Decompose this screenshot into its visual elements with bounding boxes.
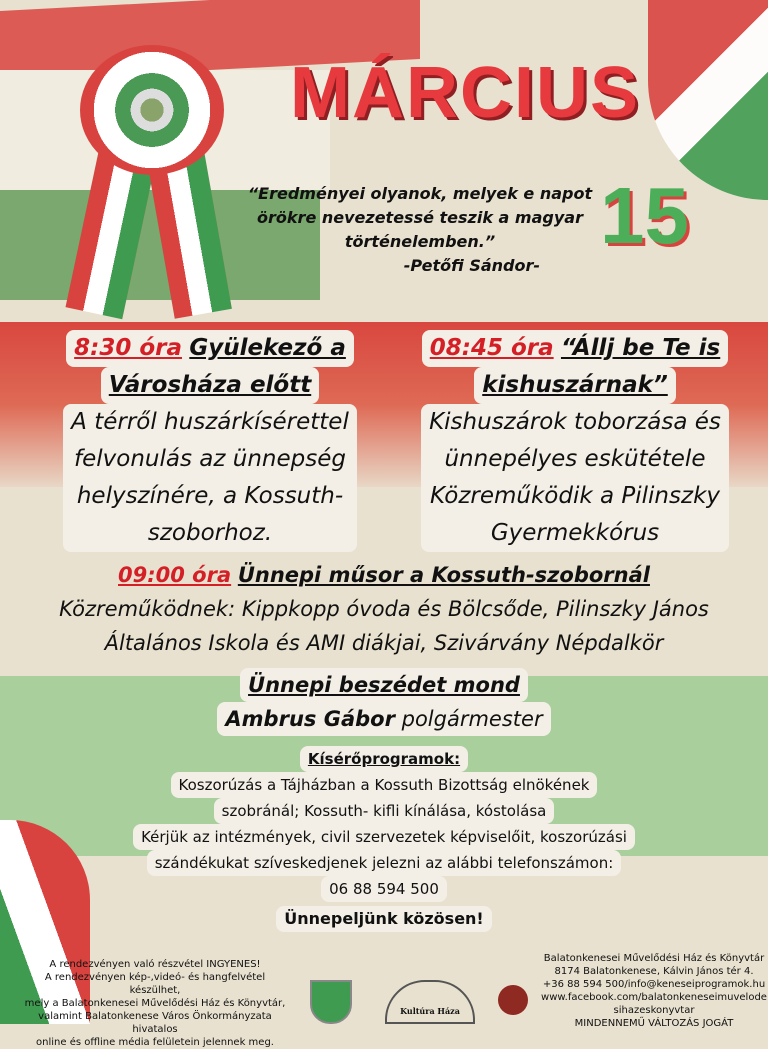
phone-number: 06 88 594 500 — [321, 876, 447, 902]
event-desc: helyszínére, a Kossuth- — [76, 483, 344, 509]
quote — [240, 182, 600, 278]
event-3 — [0, 558, 768, 660]
event-1 — [55, 330, 365, 552]
speaker-name: Ambrus Gábor — [225, 707, 395, 731]
event-desc: ünnepélyes eskütétele — [444, 446, 706, 472]
culture-house-logo — [385, 980, 475, 1024]
quote-author: -Petőfi Sándor- — [403, 256, 540, 275]
quote-text: “Eredményei olyanok, melyek e napot örökre nevezetessé teszik a magyar történelemben.” — [247, 184, 593, 251]
event-desc: felvonulás az ünnepség — [74, 446, 346, 472]
event-time: 08:45 óra — [429, 335, 554, 361]
speech — [0, 668, 768, 736]
footer-line: 8174 Balatonkenese, Kálvin János tér 4. — [554, 966, 754, 977]
event-desc: Általános Iskola és AMI diákjai, Szivárvány Népdalkör — [104, 631, 664, 655]
footer-line: MINDENNEMŰ VÁLTOZÁS JOGÁT — [574, 1018, 734, 1029]
side-line: Kérjük az intézmények, civil szervezetek képviselőit, koszorúzási — [133, 824, 635, 850]
closing-text: Ünnepeljünk közösen! — [276, 906, 491, 932]
event-title: Gyülekező a — [189, 335, 346, 361]
footer-right — [540, 952, 768, 1030]
footer-line: A rendezvényen kép-,videó- és hangfelvétel készülhet, — [44, 972, 266, 996]
event-desc: Gyermekkórus — [490, 520, 660, 546]
footer-line: online és offline média felületein jelennek meg. — [36, 1037, 274, 1048]
cockade-icon — [80, 45, 224, 175]
event-title: “Állj be Te is — [560, 335, 721, 361]
side-heading: Kísérőprogramok: — [300, 746, 468, 772]
event-2 — [410, 330, 740, 552]
footer-line: A rendezvényen való részvétel INGYENES! — [49, 959, 261, 970]
event-desc: A térről huszárkísérettel — [71, 409, 349, 435]
side-line: Koszorúzás a Tájházban a Kossuth Bizottság elnökének — [171, 772, 598, 798]
side-line: szándékukat szíveskedjenek jelezni az alábbi telefonszámon: — [147, 850, 622, 876]
footer-line: +36 88 594 500/info@keneseiprogramok.hu — [542, 979, 766, 990]
event-title: Ünnepi műsor a Kossuth-szobornál — [237, 563, 650, 587]
footer-line: mely a Balatonkenesei Művelődési Ház és Könyvtár, — [24, 998, 286, 1009]
facebook-link[interactable]: www.facebook.com/balatonkeneseimuvelode — [541, 992, 767, 1003]
event-title: Városháza előtt — [101, 367, 319, 404]
event-desc: szoborhoz. — [147, 520, 273, 546]
speech-heading: Ünnepi beszédet mond — [240, 668, 528, 702]
town-coat-of-arms-logo — [310, 980, 352, 1024]
event-time: 09:00 óra — [118, 563, 232, 587]
footer-line: valamint Balatonkenese Város Önkormányzata hivatalos — [38, 1011, 272, 1035]
event-desc: Kishuszárok toborzása és — [429, 409, 721, 435]
page-title: MÁRCIUS — [290, 53, 640, 133]
event-desc: Közreműködik a Pilinszky — [429, 483, 720, 509]
event-desc: Közreműködnek: Kippkopp óvoda és Bölcsőde, Pilinszky János — [59, 597, 709, 621]
side-programs — [0, 746, 768, 932]
speaker-role: polgármester — [401, 707, 543, 731]
day-number: 15 — [600, 171, 689, 260]
facebook-link[interactable]: sihazeskonyvtar — [613, 1005, 695, 1016]
event-title: kishuszárnak” — [474, 367, 676, 404]
event-time: 8:30 óra — [74, 335, 183, 361]
footer-left — [20, 958, 290, 1049]
side-line: szobránál; Kossuth- kifli kínálása, kóstolása — [214, 798, 555, 824]
library-logo — [498, 985, 528, 1015]
footer-line: Balatonkenesei Művelődési Ház és Könyvtár — [543, 953, 765, 964]
logo-text: Kultúra Háza — [400, 1006, 460, 1016]
